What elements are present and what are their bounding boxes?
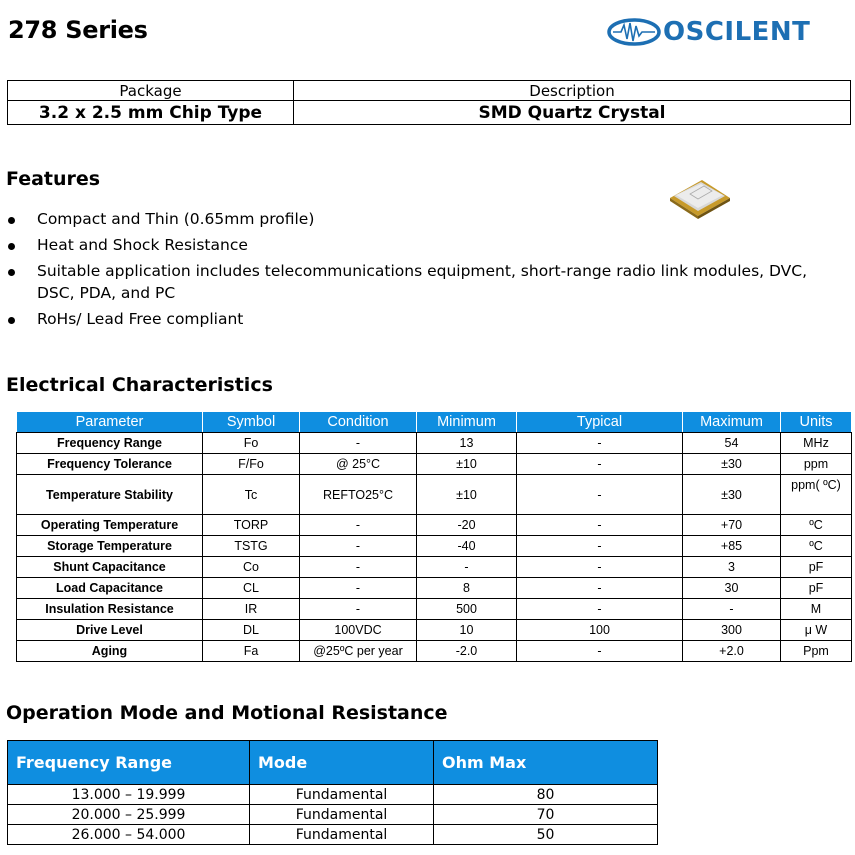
list-item: Heat and Shock Resistance (0, 234, 830, 256)
table-cell: 100 (517, 620, 683, 641)
table-cell: - (517, 515, 683, 536)
table-cell: +85 (683, 536, 781, 557)
parameter-cell: Operating Temperature (17, 515, 203, 536)
table-cell: Co (203, 557, 300, 578)
list-item: Suitable application includes telecommunications equipment, short-range radio link modules, DVC, DSC, PDA, and PC (0, 260, 830, 304)
list-item: Compact and Thin (0.65mm profile) (0, 208, 830, 230)
table-cell: - (517, 599, 683, 620)
table-row (17, 620, 852, 641)
table-cell: +2.0 (683, 641, 781, 662)
table-cell: 50 (434, 825, 658, 845)
bullet-icon (8, 217, 15, 224)
table-cell: 26.000 – 54.000 (8, 825, 250, 845)
parameter-cell: Shunt Capacitance (17, 557, 203, 578)
table-row (17, 641, 852, 662)
table-cell: CL (203, 578, 300, 599)
table-cell: - (300, 515, 417, 536)
bullet-icon (8, 317, 15, 324)
table-cell: ±30 (683, 475, 781, 515)
table-cell: TORP (203, 515, 300, 536)
table-cell: 100VDC (300, 620, 417, 641)
parameter-cell: Frequency Range (17, 433, 203, 454)
table-cell: 20.000 – 25.999 (8, 805, 250, 825)
table-cell: 30 (683, 578, 781, 599)
table-row (8, 805, 658, 825)
list-item: RoHs/ Lead Free compliant (0, 308, 830, 330)
features-heading: Features (6, 168, 101, 190)
table-cell: - (517, 536, 683, 557)
parameter-cell: Drive Level (17, 620, 203, 641)
table-cell: - (517, 557, 683, 578)
table-cell: ºC (781, 536, 852, 557)
column-header: Frequency Range (8, 741, 250, 785)
table-cell: 3 (683, 557, 781, 578)
bullet-icon (8, 269, 15, 276)
table-cell: - (300, 599, 417, 620)
table-cell: MHz (781, 433, 852, 454)
table-cell: +70 (683, 515, 781, 536)
table-cell: μ W (781, 620, 852, 641)
table-cell: -20 (417, 515, 517, 536)
logo-text: OSCILENT (663, 17, 811, 47)
table-row (17, 475, 852, 515)
bullet-icon (8, 243, 15, 250)
table-row (17, 454, 852, 475)
features-list (0, 208, 830, 334)
package-value: 3.2 x 2.5 mm Chip Type (8, 101, 294, 125)
table-cell: ppm( ºC) (781, 475, 852, 515)
table-cell: 10 (417, 620, 517, 641)
table-cell: Ppm (781, 641, 852, 662)
parameter-cell: Temperature Stability (17, 475, 203, 515)
table-row (8, 785, 658, 805)
table-cell: - (300, 536, 417, 557)
table-cell: 70 (434, 805, 658, 825)
table-cell: -40 (417, 536, 517, 557)
column-header: Maximum (683, 412, 781, 433)
column-header: Symbol (203, 412, 300, 433)
table-cell: Fundamental (250, 805, 434, 825)
table-cell: ppm (781, 454, 852, 475)
table-cell: ºC (781, 515, 852, 536)
table-row (17, 433, 852, 454)
table-cell: - (300, 578, 417, 599)
table-cell: 13 (417, 433, 517, 454)
parameter-cell: Storage Temperature (17, 536, 203, 557)
package-table (7, 80, 851, 125)
table-cell: Fundamental (250, 825, 434, 845)
table-cell: - (517, 641, 683, 662)
column-header: Typical (517, 412, 683, 433)
table-cell: 500 (417, 599, 517, 620)
parameter-cell: Aging (17, 641, 203, 662)
table-cell: - (517, 454, 683, 475)
table-cell: @25ºC per year (300, 641, 417, 662)
electrical-characteristics-table (16, 411, 852, 662)
table-cell: ±10 (417, 454, 517, 475)
table-cell: -2.0 (417, 641, 517, 662)
table-cell: DL (203, 620, 300, 641)
table-row (17, 536, 852, 557)
electrical-heading: Electrical Characteristics (6, 374, 273, 396)
table-cell: 80 (434, 785, 658, 805)
table-cell: REFTO25°C (300, 475, 417, 515)
table-cell: Fundamental (250, 785, 434, 805)
table-cell: ±30 (683, 454, 781, 475)
table-row (17, 599, 852, 620)
table-cell: Fo (203, 433, 300, 454)
parameter-cell: Load Capacitance (17, 578, 203, 599)
table-cell: - (417, 557, 517, 578)
description-value: SMD Quartz Crystal (294, 101, 851, 125)
table-cell: 54 (683, 433, 781, 454)
table-cell: F/Fo (203, 454, 300, 475)
table-row (8, 825, 658, 845)
column-header: Mode (250, 741, 434, 785)
parameter-cell: Insulation Resistance (17, 599, 203, 620)
table-cell: ±10 (417, 475, 517, 515)
oscilent-wave-icon (607, 17, 661, 47)
table-cell: - (300, 557, 417, 578)
description-header: Description (294, 81, 851, 101)
package-header: Package (8, 81, 294, 101)
table-cell: 8 (417, 578, 517, 599)
column-header: Units (781, 412, 852, 433)
brand-logo (607, 14, 810, 50)
operation-heading: Operation Mode and Motional Resistance (6, 702, 448, 724)
table-cell: TSTG (203, 536, 300, 557)
table-cell: @ 25°C (300, 454, 417, 475)
table-cell: - (517, 475, 683, 515)
operation-mode-table (7, 740, 658, 845)
table-cell: 300 (683, 620, 781, 641)
column-header: Condition (300, 412, 417, 433)
parameter-cell: Frequency Tolerance (17, 454, 203, 475)
table-row (17, 578, 852, 599)
page-title: 278 Series (8, 16, 148, 44)
table-cell: - (517, 433, 683, 454)
column-header: Parameter (17, 412, 203, 433)
table-cell: - (517, 578, 683, 599)
column-header: Ohm Max (434, 741, 658, 785)
table-cell: M (781, 599, 852, 620)
table-cell: pF (781, 578, 852, 599)
table-cell: 13.000 – 19.999 (8, 785, 250, 805)
table-cell: IR (203, 599, 300, 620)
table-row (17, 557, 852, 578)
table-row (17, 515, 852, 536)
table-cell: Fa (203, 641, 300, 662)
table-cell: pF (781, 557, 852, 578)
table-cell: - (300, 433, 417, 454)
table-cell: - (683, 599, 781, 620)
column-header: Minimum (417, 412, 517, 433)
table-cell: Tc (203, 475, 300, 515)
